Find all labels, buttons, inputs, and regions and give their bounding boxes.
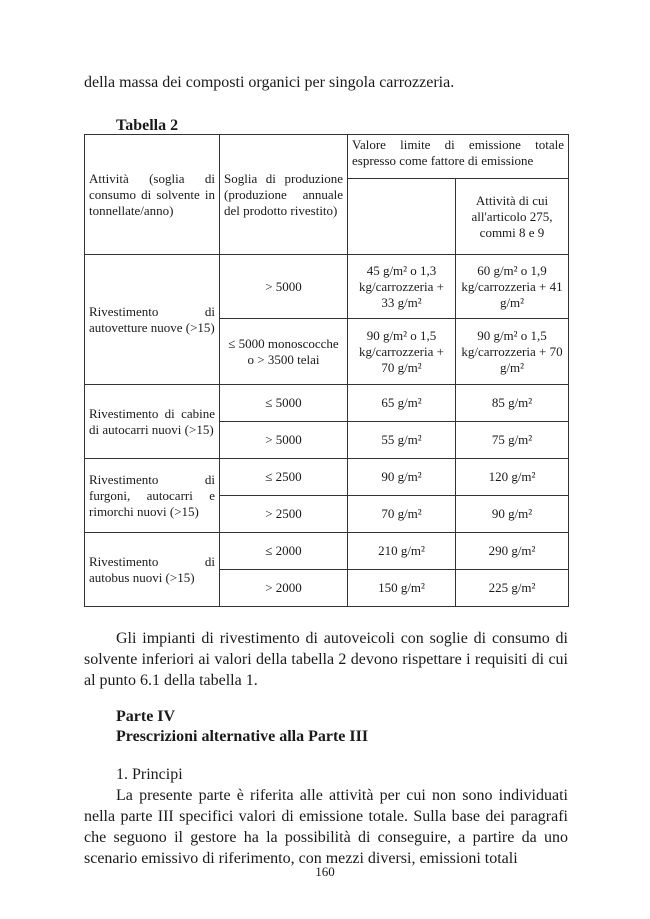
art275-cell: 90 g/m² o 1,5 kg/carrozzeria + 70 g/m²	[456, 319, 569, 385]
after-table-paragraph: Gli impianti di rivestimento di autoveicoli con soglie di consumo di solvente inferiori ai valori della tabella 2 devono rispettare i requisiti di cui al punto 6.1 della tabella 1.	[84, 630, 568, 689]
activity-cell: Rivestimento di autovetture nuove (>15)	[85, 255, 220, 385]
header-art275: Attività di cui all'articolo 275, commi 8 e 9	[456, 179, 569, 255]
threshold-cell: > 5000	[220, 422, 348, 459]
header-limit: Valore limite di emissione totale espresso come fattore di emissione	[348, 135, 569, 179]
threshold-cell: ≤ 5000 monoscocche o > 3500 telai	[220, 319, 348, 385]
section-paragraph: La presente parte è riferita alle attività per cui non sono individuati nella parte III specifici valori di emissione totale. Sulla base dei paragrafi che seguono il gestore ha la possibilità di conseguire, a partire da uno scenario emissivo di riferimento, con mezzi diversi, emissioni totali	[84, 787, 568, 867]
limit-cell: 90 g/m² o 1,5 kg/carrozzeria + 70 g/m²	[348, 319, 456, 385]
header-empty-cell	[348, 179, 456, 255]
art275-cell: 60 g/m² o 1,9 kg/carrozzeria + 41 g/m²	[456, 255, 569, 319]
header-activity: Attività (soglia di consumo di solvente in tonnellate/anno)	[85, 135, 220, 255]
activity-cell: Rivestimento di furgoni, autocarri e rimorchi nuovi (>15)	[85, 459, 220, 533]
activity-cell: Rivestimento di cabine di autocarri nuovi (>15)	[85, 385, 220, 459]
header-threshold: Soglia di produzione (produzione annuale del prodotto rivestito)	[220, 135, 348, 255]
art275-cell: 90 g/m²	[456, 496, 569, 533]
art275-cell: 120 g/m²	[456, 459, 569, 496]
threshold-cell: > 2500	[220, 496, 348, 533]
limit-cell: 65 g/m²	[348, 385, 456, 422]
limit-cell: 55 g/m²	[348, 422, 456, 459]
art275-cell: 85 g/m²	[456, 385, 569, 422]
part-title: Parte IV	[116, 708, 176, 725]
intro-text: della massa dei composti organici per singola carrozzeria.	[84, 74, 455, 91]
limit-cell: 210 g/m²	[348, 533, 456, 570]
section-title: 1. Principi	[116, 766, 183, 783]
threshold-cell: > 2000	[220, 570, 348, 607]
threshold-cell: > 5000	[220, 255, 348, 319]
table-title: Tabella 2	[116, 117, 179, 134]
art275-cell: 75 g/m²	[456, 422, 569, 459]
part-subtitle: Prescrizioni alternative alla Parte III	[116, 728, 369, 745]
page-number: 160	[315, 864, 335, 879]
emission-table	[84, 134, 569, 607]
threshold-cell: ≤ 2500	[220, 459, 348, 496]
threshold-cell: ≤ 2000	[220, 533, 348, 570]
art275-cell: 290 g/m²	[456, 533, 569, 570]
limit-cell: 70 g/m²	[348, 496, 456, 533]
limit-cell: 45 g/m² o 1,3 kg/carrozzeria + 33 g/m²	[348, 255, 456, 319]
limit-cell: 90 g/m²	[348, 459, 456, 496]
limit-cell: 150 g/m²	[348, 570, 456, 607]
art275-cell: 225 g/m²	[456, 570, 569, 607]
activity-cell: Rivestimento di autobus nuovi (>15)	[85, 533, 220, 607]
threshold-cell: ≤ 5000	[220, 385, 348, 422]
